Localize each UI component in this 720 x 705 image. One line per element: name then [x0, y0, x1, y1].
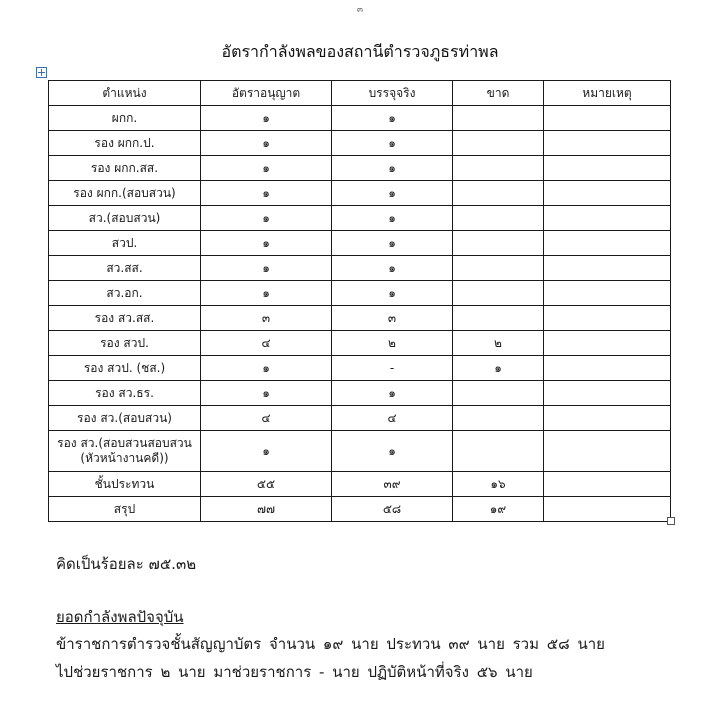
table-move-handle-icon[interactable] — [36, 67, 47, 78]
cell-filled: - — [332, 356, 453, 381]
cell-authorized: ๑ — [201, 381, 332, 406]
cell-authorized: ๓ — [201, 306, 332, 331]
cell-remarks — [544, 356, 671, 381]
cell-filled: ๑ — [332, 156, 453, 181]
table-row — [49, 181, 671, 206]
table-row — [49, 356, 671, 381]
cell-position: รอง สวป. (ชส.) — [49, 356, 201, 381]
staffing-table — [48, 80, 671, 522]
table-row — [49, 306, 671, 331]
cell-authorized: ๗๗ — [201, 497, 332, 522]
cell-shortage: ๒ — [453, 331, 544, 356]
cell-position: รอง สว.สส. — [49, 306, 201, 331]
cell-shortage — [453, 406, 544, 431]
cell-authorized: ๔ — [201, 406, 332, 431]
cell-shortage — [453, 256, 544, 281]
current-strength-heading: ยอดกำลังพลปัจจุบัน — [56, 608, 184, 626]
cell-filled: ๑ — [332, 131, 453, 156]
cell-authorized: ๑ — [201, 281, 332, 306]
cell-remarks — [544, 331, 671, 356]
cell-authorized: ๑ — [201, 181, 332, 206]
cell-shortage — [453, 231, 544, 256]
table-row — [49, 381, 671, 406]
cell-shortage — [453, 431, 544, 472]
cell-remarks — [544, 256, 671, 281]
cell-authorized: ๑ — [201, 106, 332, 131]
table-row — [49, 431, 671, 472]
cell-position: รอง ผกก.สส. — [49, 156, 201, 181]
cell-filled: ๑ — [332, 106, 453, 131]
page-number: ๓ — [356, 5, 364, 15]
cell-remarks — [544, 131, 671, 156]
cell-position: รอง ผกก.(สอบสวน) — [49, 181, 201, 206]
header-shortage: ขาด — [453, 81, 544, 106]
cell-position: รอง ผกก.ป. — [49, 131, 201, 156]
header-remarks: หมายเหตุ — [544, 81, 671, 106]
cell-remarks — [544, 181, 671, 206]
cell-authorized: ๑ — [201, 156, 332, 181]
table-header-row — [49, 81, 671, 106]
cell-shortage — [453, 131, 544, 156]
cell-shortage — [453, 181, 544, 206]
table-row — [49, 406, 671, 431]
table-row — [49, 281, 671, 306]
cell-filled: ๔ — [332, 406, 453, 431]
cell-authorized: ๑ — [201, 206, 332, 231]
cell-remarks — [544, 472, 671, 497]
table-row — [49, 131, 671, 156]
cell-authorized: ๑ — [201, 431, 332, 472]
cell-position: สว.(สอบสวน) — [49, 206, 201, 231]
cell-position: สรุป — [49, 497, 201, 522]
cell-position: รอง สว.(สอบสวน) — [49, 406, 201, 431]
cell-remarks — [544, 106, 671, 131]
header-position: ตำแหน่ง — [49, 81, 201, 106]
cell-shortage: ๑๙ — [453, 497, 544, 522]
cell-shortage — [453, 306, 544, 331]
cell-position: สว.สส. — [49, 256, 201, 281]
table-row-summary — [49, 497, 671, 522]
cell-shortage: ๑ — [453, 356, 544, 381]
table-row — [49, 156, 671, 181]
cell-filled: ๑ — [332, 231, 453, 256]
cell-authorized: ๕๕ — [201, 472, 332, 497]
header-filled: บรรจุจริง — [332, 81, 453, 106]
cell-filled: ๓ — [332, 306, 453, 331]
cell-shortage — [453, 206, 544, 231]
cell-filled: ๕๘ — [332, 497, 453, 522]
cell-remarks — [544, 381, 671, 406]
cell-shortage — [453, 106, 544, 131]
cell-filled: ๓๙ — [332, 472, 453, 497]
table-row — [49, 256, 671, 281]
cell-remarks — [544, 431, 671, 472]
cell-position: สวป. — [49, 231, 201, 256]
cell-position: รอง สว.ธร. — [49, 381, 201, 406]
cell-shortage — [453, 281, 544, 306]
cell-remarks — [544, 231, 671, 256]
cell-filled: ๑ — [332, 181, 453, 206]
table-row — [49, 331, 671, 356]
table-resize-handle[interactable] — [667, 517, 675, 525]
cell-position: ชั้นประทวน — [49, 472, 201, 497]
cell-filled: ๒ — [332, 331, 453, 356]
cell-remarks — [544, 281, 671, 306]
cell-remarks — [544, 206, 671, 231]
cell-authorized: ๑ — [201, 256, 332, 281]
cell-filled: ๑ — [332, 381, 453, 406]
table-row — [49, 106, 671, 131]
current-strength-line-2: ไปช่วยราชการ ๒ นาย มาช่วยราชการ - นาย ปฏิบัติหน้าที่จริง ๕๖ นาย — [56, 663, 533, 681]
cell-remarks — [544, 156, 671, 181]
table-row — [49, 231, 671, 256]
cell-authorized: ๑ — [201, 131, 332, 156]
current-strength-line-1: ข้าราชการตำรวจชั้นสัญญาบัตร จำนวน ๑๙ นาย ประทวน ๓๙ นาย รวม ๕๘ นาย — [56, 635, 605, 653]
percentage-line: คิดเป็นร้อยละ ๗๕.๓๒ — [56, 555, 197, 573]
cell-position: รอง สวป. — [49, 331, 201, 356]
cell-position: สว.อก. — [49, 281, 201, 306]
cell-remarks — [544, 406, 671, 431]
cell-filled: ๑ — [332, 431, 453, 472]
cell-remarks — [544, 306, 671, 331]
cell-shortage — [453, 156, 544, 181]
header-authorized: อัตราอนุญาต — [201, 81, 332, 106]
cell-remarks — [544, 497, 671, 522]
cell-filled: ๑ — [332, 281, 453, 306]
cell-shortage — [453, 381, 544, 406]
table-row-noncommissioned — [49, 472, 671, 497]
cell-filled: ๑ — [332, 206, 453, 231]
cell-authorized: ๑ — [201, 231, 332, 256]
cell-shortage: ๑๖ — [453, 472, 544, 497]
cell-position: ผกก. — [49, 106, 201, 131]
table-row — [49, 206, 671, 231]
cell-position: รอง สว.(สอบสวนสอบสวน (หัวหน้างานคดี)) — [49, 431, 201, 472]
document-title: อัตรากำลังพลของสถานีตำรวจภูธรท่าพล — [221, 42, 499, 61]
cell-authorized: ๑ — [201, 356, 332, 381]
cell-filled: ๑ — [332, 256, 453, 281]
cell-authorized: ๔ — [201, 331, 332, 356]
